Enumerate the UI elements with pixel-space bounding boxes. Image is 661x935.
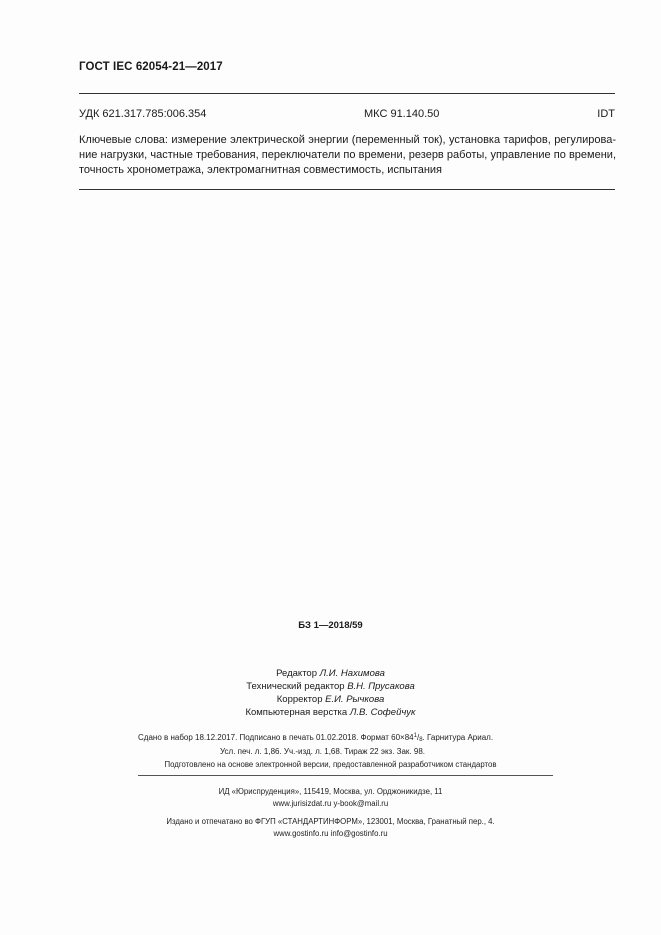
keywords-line: точность хронометража, электромагнитная совместимость, испытания — [79, 164, 443, 176]
staff-role: Корректор — [276, 694, 326, 705]
id-block — [0, 786, 661, 810]
id-address: ИД «Юриспруденция», 115419, Москва, ул. Орджоникидзе, 11 — [218, 787, 443, 796]
divider-top — [79, 93, 615, 94]
print-details — [138, 730, 558, 758]
publisher-address: Издано и отпечатано во ФГУП «СТАНДАРТИНФОРМ», 123001, Москва, Гранатный пер., 4. — [166, 817, 495, 826]
staff-person: Л.И. Нахимова — [319, 668, 385, 679]
id-contacts: www.jurisizdat.ru y-book@mail.ru — [272, 799, 389, 808]
staff-person: В.Н. Прусакова — [347, 681, 415, 692]
staff-person: Л.В. Софейчук — [349, 707, 416, 718]
staff-corrector — [0, 693, 661, 706]
staff-layout — [0, 706, 661, 719]
publisher-block — [0, 816, 661, 840]
print-details-text: Сдано в набор 18.12.2017. Подписано в печать 01.02.2018. Формат 60×84 — [138, 733, 414, 742]
divider-keywords — [79, 189, 615, 190]
keywords-line: ние нагрузки, частные требования, переключатели по времени, резерв работы, управление по времени, — [79, 149, 616, 161]
format-fraction-numerator: 1 — [413, 733, 417, 739]
staff-role: Компьютерная верстка — [245, 707, 350, 718]
prepared-note: Подготовлено на основе электронной версии, предоставленной разработчиком стандартов — [164, 760, 497, 769]
staff-role: Редактор — [276, 668, 320, 679]
editorial-staff — [0, 667, 661, 719]
keywords-paragraph — [79, 133, 616, 178]
print-details-line: Сдано в набор 18.12.2017. Подписано в печать 01.02.2018. Формат $60\times 84^1/_8$. Гарнитура Ариал. — [138, 733, 494, 743]
staff-editor — [0, 667, 661, 680]
print-details-line: Усл. печ. л. 1,86. Уч.-изд. л. 1,68. Тираж 22 экз. Зак. 98. — [220, 747, 425, 756]
staff-tech-editor — [0, 680, 661, 693]
format-fraction-denominator: 8 — [419, 737, 423, 743]
divider-publisher — [138, 775, 553, 776]
standard-number-header: ГОСТ IEC 62054-21—2017 — [79, 61, 223, 73]
staff-role: Технический редактор — [246, 681, 348, 692]
staff-person: Е.И. Рычкова — [325, 694, 385, 705]
keywords-line: Ключевые слова: измерение электрической энергии (переменный ток), установка тарифов, регулирова- — [79, 134, 616, 146]
mks-code: МКС 91.140.50 — [364, 108, 440, 120]
publisher-info — [0, 786, 661, 846]
publisher-contacts: www.gostinfo.ru info@gostinfo.ru — [273, 829, 388, 838]
idt-mark: IDT — [597, 108, 615, 120]
bz-number: БЗ 1—2018/59 — [298, 620, 363, 631]
udk-code: УДК 621.317.785:006.354 — [79, 108, 207, 120]
print-details-text: . Гарнитура Ариал. — [422, 733, 494, 742]
